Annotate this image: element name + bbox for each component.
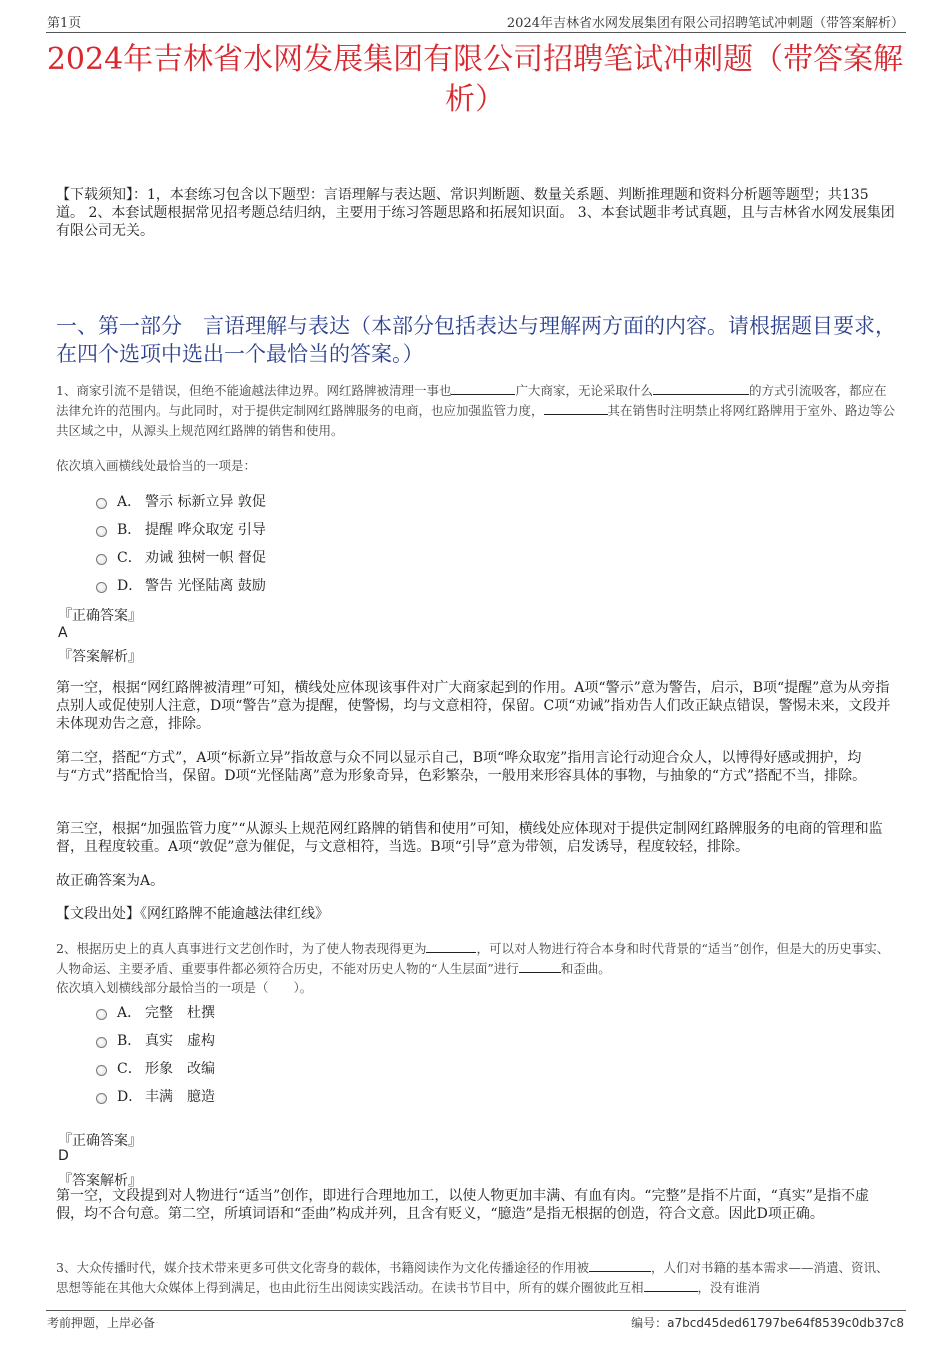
question-2-stem: 2、根据历史上的真人真事进行文艺创作时，为了使人物表现得更为 ，可以对人物进行符合本身和时代背景的“适当”创作，但是大的历史事实、人物命运、主要矛盾、重要事件都必须符合历史，不能对历史人物的“人生层面”进行 和歪曲。 bbox=[56, 941, 890, 976]
radio-icon[interactable] bbox=[96, 526, 107, 537]
fill-blank bbox=[519, 960, 561, 973]
fill-blank bbox=[644, 1279, 698, 1292]
correct-answer: D bbox=[58, 1148, 69, 1164]
radio-icon[interactable] bbox=[96, 1009, 107, 1020]
answer-label: 『正确答案』 bbox=[58, 608, 142, 624]
document-code: 编号：a7bcd45ded61797be64f8539c0db37c8 bbox=[631, 1316, 904, 1330]
fill-blank bbox=[544, 402, 608, 415]
question-1-option-c[interactable]: C． 劝诫 独树一帜 督促 bbox=[96, 547, 266, 567]
question-3-stem: 3、大众传播时代，媒介技术带来更多可供文化寄身的载体，书籍阅读作为文化传播途径的作用被 ，人们对书籍的基本需求——消遣、资讯、思想等能在其他大众媒体上得到满足，也由此衍生出阅读实践活动。在读书节目中，所有的媒介圈彼此互相 ，没有谁消 bbox=[56, 1260, 889, 1295]
footer-slogan: 考前押题，上岸必备 bbox=[47, 1316, 156, 1330]
radio-icon[interactable] bbox=[96, 582, 107, 593]
analysis-conclusion: 故正确答案为A。 bbox=[56, 873, 165, 889]
download-notice: 【下载须知】：1，本套练习包含以下题型：言语理解与表达题、常识判断题、数量关系题、判断推理题和资料分析题等题型；共135道。 2、本套试题根据常见招考题总结归纳，主要用于练习答题思路和拓展知识面。 3、本套试题非考试真题，且与吉林省水网发展集团有限公司无关。 bbox=[56, 187, 895, 239]
radio-icon[interactable] bbox=[96, 554, 107, 565]
question-1-option-b[interactable]: B． 提醒 哗众取宠 引导 bbox=[96, 519, 266, 539]
analysis-paragraph: 第二空，搭配“方式”，A项“标新立异”指故意与众不同以显示自己，B项“哗众取宠”指用言论行动迎合众人，以博得好感或拥护，均与“方式”搭配恰当，保留。D项“光怪陆离”意为形象奇异，色彩繁杂，一般用来形容具体的事物，与抽象的“方式”搭配不当，排除。 bbox=[56, 750, 867, 784]
analysis-label: 『答案解析』 bbox=[58, 1173, 142, 1189]
analysis-paragraph: 第三空，根据“加强监管力度”“从源头上规范网红路牌的销售和使用”可知，横线处应体现对于提供定制网红路牌服务的电商的管理和监督，且程度较重。A项“敦促”意为催促，与文意相符，当选。B项“引导”意为带领，启发诱导，程度较轻，排除。 bbox=[56, 821, 883, 855]
fill-blank bbox=[451, 382, 515, 395]
question-1-instruction: 依次填入画横线处最恰当的一项是： bbox=[56, 458, 257, 473]
correct-answer: A bbox=[58, 625, 68, 641]
question-1-option-d[interactable]: D． 警告 光怪陆离 鼓励 bbox=[96, 575, 266, 595]
source-citation: 【文段出处】《网红路牌不能逾越法律红线》 bbox=[56, 906, 329, 922]
running-title: 2024年吉林省水网发展集团有限公司招聘笔试冲刺题（带答案解析） bbox=[506, 16, 904, 31]
analysis-label: 『答案解析』 bbox=[58, 649, 142, 665]
page-number: 第1页 bbox=[47, 16, 82, 31]
document-title: 2024年吉林省水网发展集团有限公司招聘笔试冲刺题（带答案解析） bbox=[46, 42, 904, 117]
question-2-option-c[interactable]: C． 形象 改编 bbox=[96, 1058, 215, 1078]
answer-label: 『正确答案』 bbox=[58, 1133, 142, 1149]
radio-icon[interactable] bbox=[96, 1037, 107, 1048]
question-2-option-d[interactable]: D． 丰满 臆造 bbox=[96, 1086, 215, 1106]
radio-icon[interactable] bbox=[96, 498, 107, 509]
fill-blank bbox=[653, 382, 749, 395]
analysis-paragraph: 第一空，根据“网红路牌被清理”可知，横线处应体现该事件对广大商家起到的作用。A项“警示”意为警告，启示，B项“提醒”意为从旁指点别人或促使别人注意，D项“警告”意为提醒，使警惕，均与文意相符，保留。C项“劝诫”指劝告人们改正缺点错误，警惕未来，文段并未体现劝告之意，排除。 bbox=[56, 680, 891, 732]
fill-blank bbox=[589, 1259, 651, 1272]
question-1-option-a[interactable]: A． 警示 标新立异 敦促 bbox=[96, 491, 266, 511]
question-2-instruction: 依次填入划横线部分最恰当的一项是（ ）。 bbox=[56, 980, 313, 995]
question-1-stem: 1、商家引流不是错误，但绝不能逾越法律边界。网红路牌被清理一事也 广大商家，无论采取什么 的方式引流吸客，都应在法律允许的范围内。与此同时，对于提供定制网红路牌服务的电商，也应加强监管力度， 其在销售时注明禁止将网红路牌用于室外、路边等公共区域之中，从源头上规范网红路牌的销售和使用。 bbox=[56, 383, 896, 438]
header-rule bbox=[46, 32, 906, 33]
question-2-option-a[interactable]: A． 完整 杜撰 bbox=[96, 1002, 215, 1022]
analysis-paragraph: 第一空，文段提到对人物进行“适当”创作，即进行合理地加工，以使人物更加丰满、有血有肉。“完整”是指不片面，“真实”是指不虚假，均不合句意。第二空，所填词语和“歪曲”构成并列，且含有贬义，“臆造”是指无根据的创造，符合文意。因此D项正确。 bbox=[56, 1188, 869, 1222]
fill-blank bbox=[426, 940, 476, 953]
section-heading: 一、第一部分 言语理解与表达（本部分包括表达与理解两方面的内容。请根据题目要求，在四个选项中选出一个最恰当的答案。） bbox=[56, 314, 896, 366]
radio-icon[interactable] bbox=[96, 1065, 107, 1076]
radio-icon[interactable] bbox=[96, 1093, 107, 1104]
footer-rule bbox=[46, 1310, 906, 1311]
question-2-option-b[interactable]: B． 真实 虚构 bbox=[96, 1030, 215, 1050]
